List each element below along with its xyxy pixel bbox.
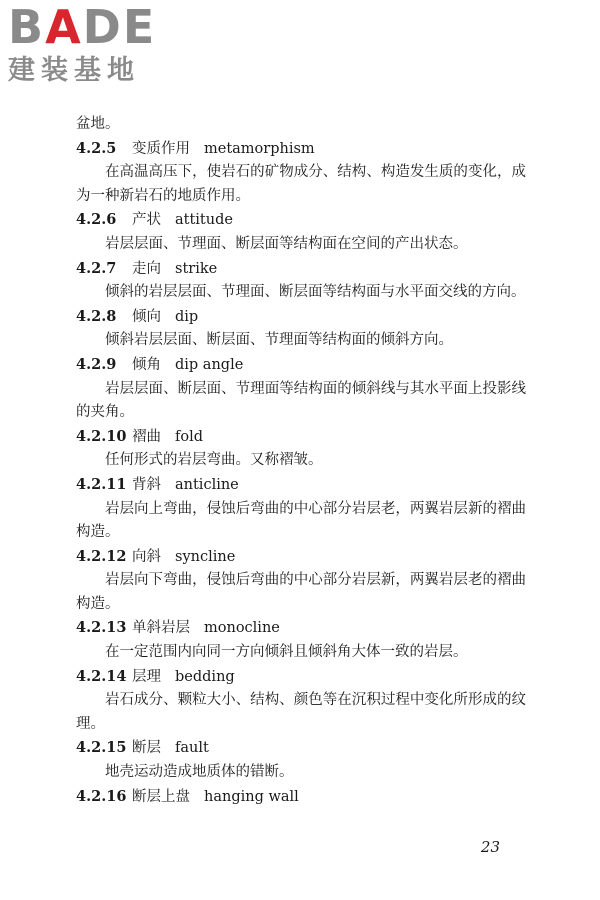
term-english: metamorphism (204, 140, 315, 157)
term-chinese: 断层 (132, 740, 161, 757)
term-english: monocline (204, 620, 280, 637)
logo-chinese-text: 建装基地 (8, 55, 140, 86)
term-number: 4.2.11 (76, 475, 127, 493)
term-chinese: 变质作用 (132, 140, 190, 157)
term-english: anticline (175, 476, 239, 493)
term-number: 4.2.9 (76, 355, 117, 373)
term-chinese: 走向 (132, 260, 161, 277)
term-definition: 地壳运动造成地质体的错断。 (105, 764, 294, 781)
term-number: 4.2.8 (76, 307, 117, 325)
logo-letter-b: B (8, 0, 46, 54)
term-chinese: 倾角 (132, 356, 161, 373)
term-definition: 岩层向上弯曲，侵蚀后弯曲的中心部分岩层老，两翼岩层新的褶曲构造。 (76, 500, 526, 541)
term-number: 4.2.10 (76, 427, 127, 445)
term-definition: 岩石成分、颗粒大小、结构、颜色等在沉积过程中变化所形成的纹理。 (76, 692, 526, 732)
term-heading (76, 616, 526, 641)
term-definition: 任何形式的岩层弯曲。又称褶皱。 (105, 452, 323, 469)
term-number: 4.2.7 (76, 259, 117, 277)
term-number: 4.2.12 (76, 547, 127, 565)
term-english: syncline (175, 548, 236, 565)
term-heading (76, 736, 526, 761)
term-definition: 倾斜岩层层面、断层面、节理面等结构面的倾斜方向。 (105, 332, 453, 349)
term-definition: 岩层层面、节理面、断层面等结构面在空间的产出状态。 (105, 235, 468, 252)
intro-text: 盆地。 (76, 116, 120, 132)
term-definition: 在高温高压下，使岩石的矿物成分、结构、构造发生质的变化，成为一种新岩石的地质作用。 (76, 164, 526, 204)
term-english: fold (175, 428, 204, 445)
term-definition: 在一定范围内向同一方向倾斜且倾斜角大体一致的岩层。 (105, 644, 468, 661)
term-number: 4.2.14 (76, 667, 127, 685)
term-chinese: 倾向 (132, 308, 161, 325)
page-number: 23 (480, 838, 500, 856)
logo-letters-de: DE (82, 0, 157, 54)
term-english: hanging wall (204, 788, 299, 805)
term-heading (76, 545, 526, 570)
term-chinese: 断层上盘 (132, 788, 190, 805)
term-chinese: 褶曲 (132, 428, 161, 445)
term-number: 4.2.5 (76, 139, 117, 157)
term-heading (76, 785, 526, 810)
term-heading (76, 137, 526, 162)
term-chinese: 单斜岩层 (132, 620, 190, 637)
term-heading (76, 665, 526, 690)
term-definition: 岩层向下弯曲，侵蚀后弯曲的中心部分岩层新，两翼岩层老的褶曲构造。 (76, 572, 526, 612)
term-definition: 岩层层面、断层面、节理面等结构面的倾斜线与其水平面上投影线的夹角。 (76, 380, 526, 421)
term-heading (76, 425, 526, 450)
term-number: 4.2.15 (76, 739, 127, 757)
logo-letter-a: A (45, 0, 83, 54)
term-chinese: 层理 (132, 668, 161, 685)
term-english: dip (175, 308, 199, 325)
term-english: dip angle (175, 356, 244, 373)
term-definition: 倾斜的岩层层面、节理面、断层面等结构面与水平面交线的方向。 (105, 284, 526, 301)
term-english: fault (175, 740, 209, 757)
term-english: strike (175, 260, 218, 277)
term-english: bedding (175, 668, 235, 685)
term-list (76, 137, 526, 810)
term-heading (76, 353, 526, 378)
term-chinese: 产状 (132, 212, 161, 229)
term-chinese: 向斜 (132, 548, 161, 565)
term-number: 4.2.6 (76, 211, 117, 229)
bade-logo (8, 0, 178, 92)
term-number: 4.2.16 (76, 787, 127, 805)
term-heading (76, 473, 526, 498)
term-number: 4.2.13 (76, 619, 127, 637)
term-chinese: 背斜 (132, 476, 161, 493)
logo-wordmark (8, 0, 178, 54)
term-heading (76, 257, 526, 282)
term-heading (76, 305, 526, 330)
term-heading (76, 208, 526, 233)
glossary-body (76, 113, 526, 809)
term-english: attitude (175, 212, 233, 229)
